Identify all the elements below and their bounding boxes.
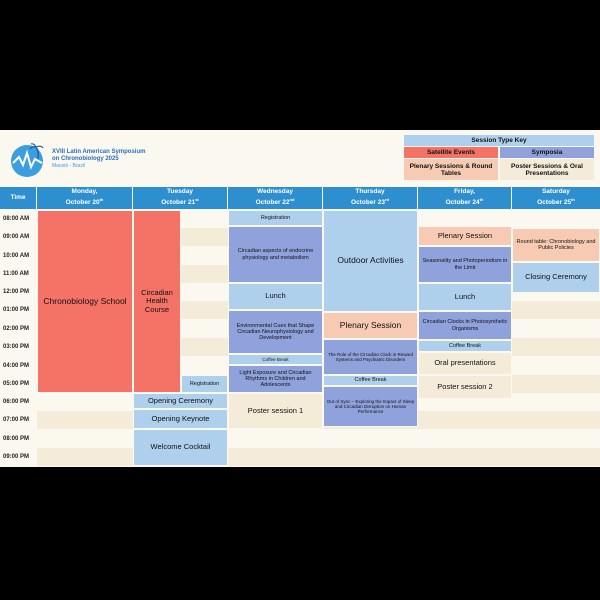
header-thursday-date: October 23rd [351,197,389,207]
event-closing-ceremony[interactable]: Closing Ceremony [512,262,600,293]
header-friday-date: October 24th [445,197,484,207]
header-thursday [323,187,418,209]
event-out-of-sync-symposium[interactable]: Out of Sync – Exploring the Impact of Sleep and Circadian Disruption on Human Performance [323,386,418,427]
time-label: 09:00 PM [3,454,30,460]
event-friday-plenary-session[interactable]: Plenary Session [418,226,512,246]
time-label: 02:00 PM [3,325,30,332]
event-round-table-public-policies[interactable]: Round table: Chronobiology and Public Policies [512,228,600,262]
event-circadian-health-course[interactable]: Circadian Health Course [133,210,181,393]
event-thursday-plenary-session[interactable]: Plenary Session [323,312,418,339]
event-oral-presentations[interactable]: Oral presentations [418,352,512,375]
header-saturday-day: Saturday [542,188,570,196]
location: Maceió - Brazil [52,163,86,169]
header-monday-day: Monday, [71,188,98,196]
event-opening-keynote[interactable]: Opening Keynote [133,409,228,429]
time-label: 03:00 PM [3,344,30,350]
header-monday-date: October 20th [65,197,104,207]
header-wednesday-date: October 22nd [255,197,295,207]
header-thursday-day: Thursday [355,188,385,196]
event-opening-ceremony[interactable]: Opening Ceremony [133,393,228,409]
header-saturday-date: October 25th [537,197,575,207]
time-label: 08:00 PM [3,435,30,442]
event-environmental-cues-symposium[interactable]: Environmental Cues that Shape Circadian Neurophysiology and Development [228,310,323,354]
time-label: 07:00 PM [3,417,30,423]
event-friday-coffee-break[interactable]: Coffee Break [418,340,512,352]
row-stripe [37,448,600,466]
event-thursday-coffee-break[interactable]: Coffee Break [323,375,418,386]
event-endocrine-symposium[interactable]: Circadian aspects of endocrine physiology and metabolism [228,226,323,283]
event-friday-lunch[interactable]: Lunch [418,283,512,311]
time-label: 04:00 PM [3,362,30,369]
time-label: 11:00 AM [3,271,29,277]
header-tuesday-day: Tuesday [167,188,193,196]
time-label: 09:00 AM [3,234,30,240]
header-friday [418,187,512,209]
header-saturday [512,187,600,209]
header-monday [37,187,133,209]
header-tuesday [133,187,228,209]
header-time: Time [0,187,37,209]
key-poster: Poster Sessions & Oral Presentations [500,159,594,180]
key-plenary: Plenary Sessions & Round Tables [404,159,498,180]
event-wednesday-coffee-break[interactable]: Coffee Break [228,354,323,365]
header-tuesday-date: October 21st [161,197,199,207]
time-label: 10:00 AM [3,252,30,259]
key-symposia: Symposia [500,147,594,158]
event-light-exposure-symposium[interactable]: Light Exposure and Circadian Rhythms in Children and Adolescents [228,365,323,393]
event-wednesday-registration[interactable]: Registration [228,210,323,226]
event-reward-systems-symposium[interactable]: The Role of the Circadian Clock in Reward Systems and Psychiatric Disorders [323,339,418,375]
time-label: 05:00 PM [3,381,30,387]
key-title: Session Type Key [404,135,594,146]
event-welcome-cocktail[interactable]: Welcome Cocktail [133,429,228,466]
schedule-page [0,130,600,467]
event-seasonality-symposium[interactable]: Seasonality and Photoperiodism in the Limit [418,246,512,283]
title-line-1: XVIII Latin American Symposium [52,149,146,155]
title-line-2: on Chronobiology 2025 [52,156,119,162]
time-label: 01:00 PM [3,307,30,313]
time-label: 12:00 PM [3,289,30,295]
header-friday-day: Friday, [454,188,475,196]
symposium-logo [8,143,48,179]
time-label: 06:00 PM [3,399,30,405]
event-tuesday-registration[interactable]: Registration [181,375,228,393]
event-poster-session-1[interactable]: Poster session 1 [228,393,323,429]
event-outdoor-activities[interactable]: Outdoor Activities [323,210,418,312]
time-label: 08:00 AM [3,216,30,222]
key-satellite: Satellite Events [404,147,498,158]
event-photosynthetic-clocks-symposium[interactable]: Circadian Clocks in Photosynthetic Organisms [418,311,512,340]
header-wednesday-day: Wednesday [256,188,293,196]
event-poster-session-2[interactable]: Poster session 2 [418,375,512,399]
event-wednesday-lunch[interactable]: Lunch [228,283,323,310]
header-wednesday [228,187,323,209]
event-chronobiology-school[interactable]: Chronobiology School [37,210,133,393]
symposium-title [52,149,145,170]
